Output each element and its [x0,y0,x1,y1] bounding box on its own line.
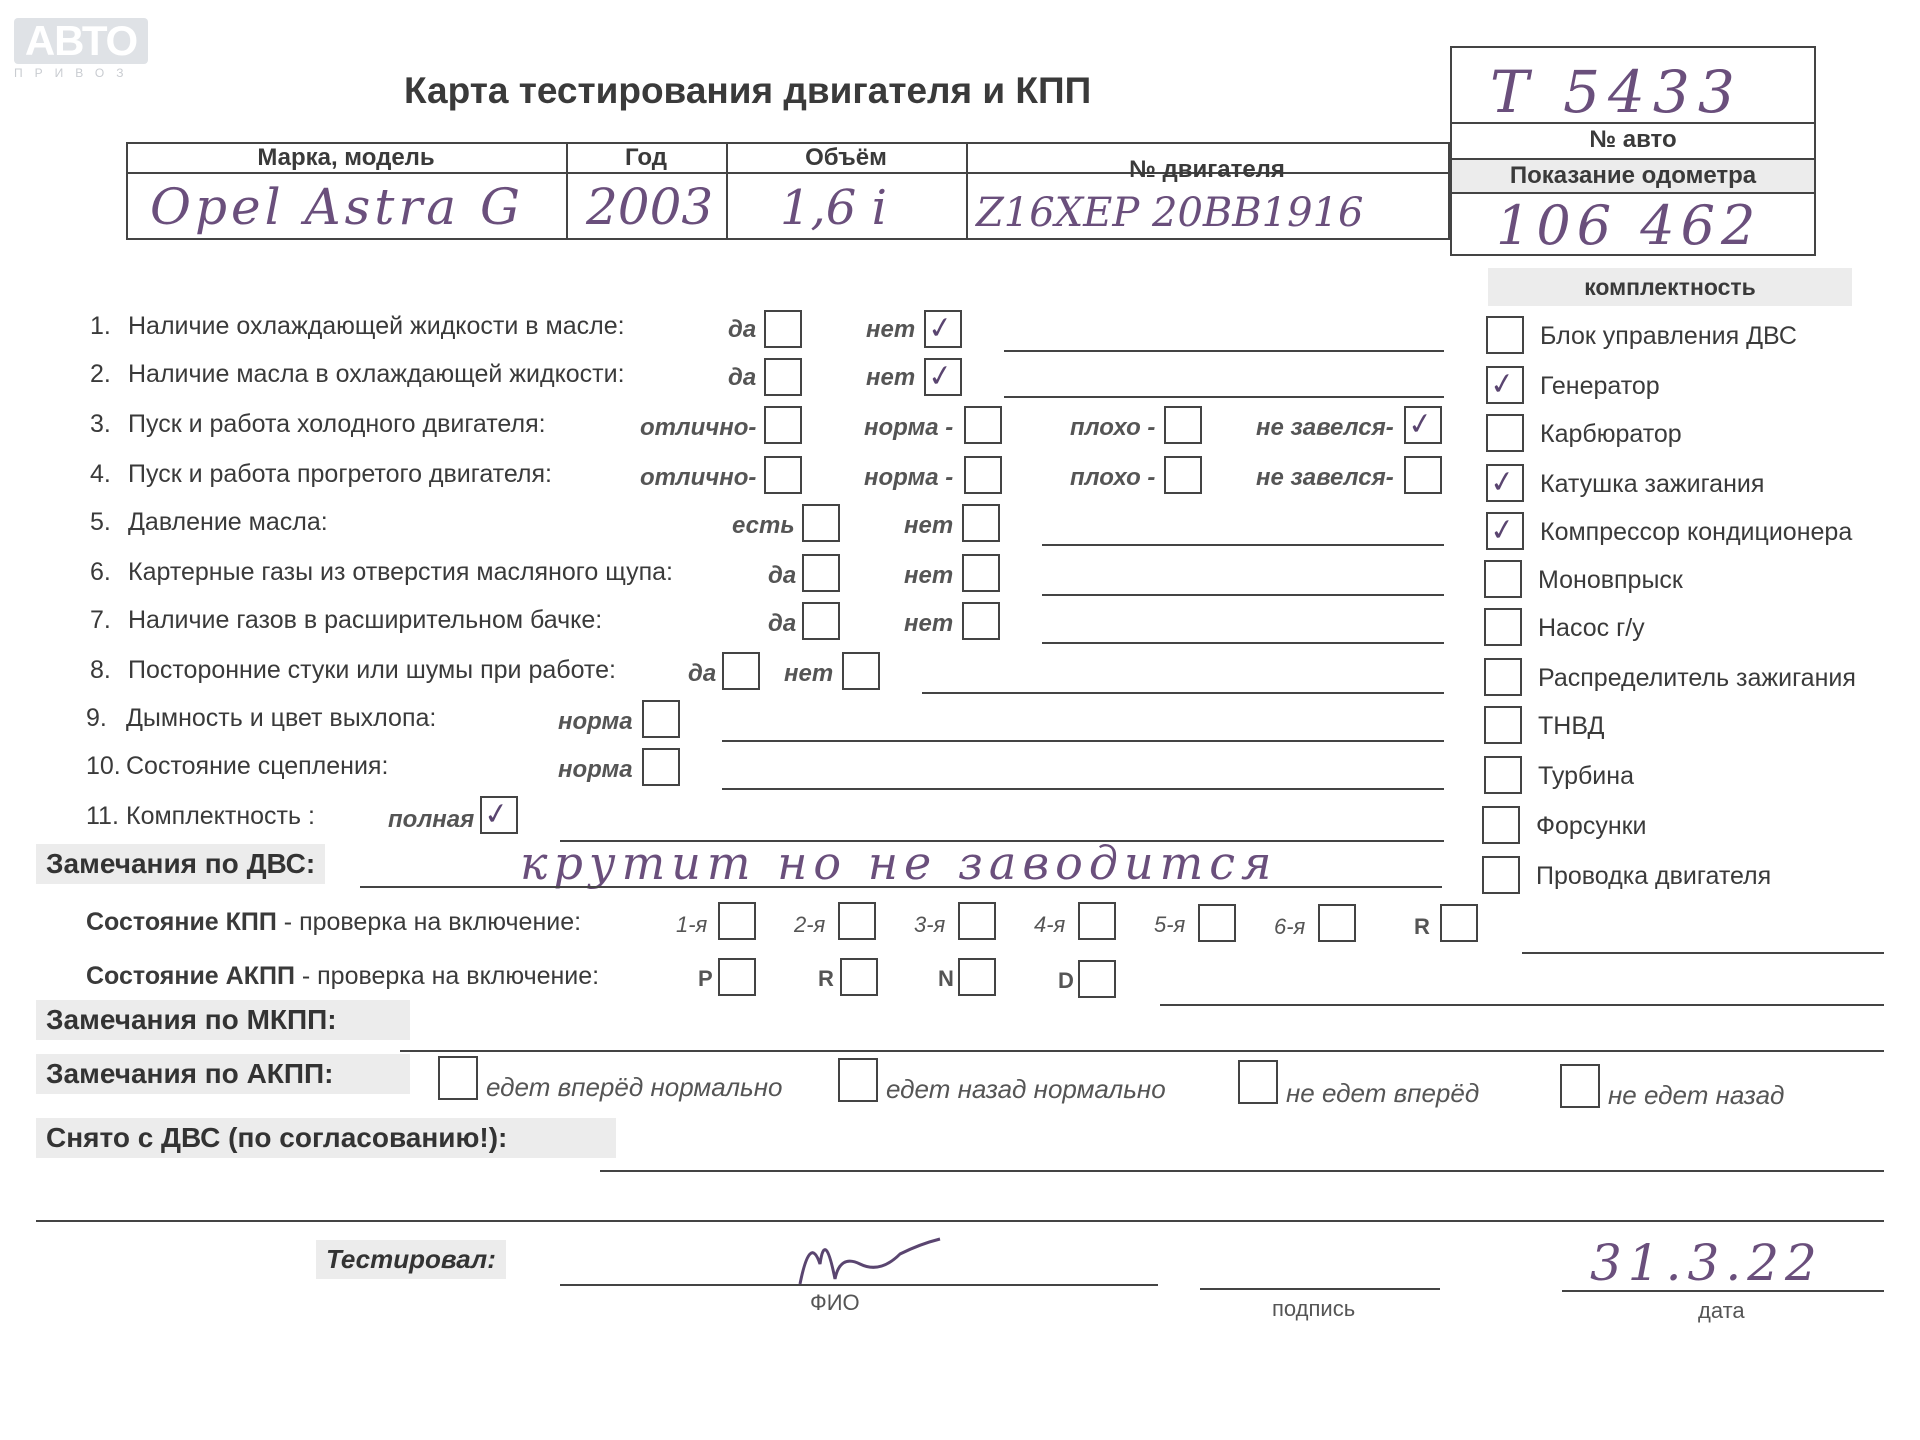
mode-label: R [818,966,834,991]
option-label: нет [904,562,954,589]
question-text: Наличие охлаждающей жидкости в масле: [128,312,625,340]
question-text: Давление масла: [128,508,328,536]
komplekt-item: Компрессор кондиционера [1540,518,1853,546]
checkbox[interactable] [718,958,756,996]
option-label: плохо - [1070,414,1156,441]
option-label: да [768,562,797,589]
option-label: нет [784,660,834,687]
notes-line [922,692,1444,694]
sign-label: подпись [1272,1296,1356,1321]
checkbox[interactable] [1486,366,1524,404]
checkbox[interactable] [802,504,840,542]
question-number: 9. [86,704,107,732]
checkbox[interactable] [764,310,802,348]
option-label: да [728,364,757,391]
checkbox[interactable] [1482,806,1520,844]
checkbox[interactable] [838,1058,878,1102]
komplekt-item: Моновпрыск [1538,566,1683,594]
checkbox[interactable] [802,554,840,592]
notes-line [1042,642,1444,644]
notes-line [1004,350,1444,352]
question-number: 2. [90,360,111,388]
removed-label: Снято с ДВС (по согласованию!): [36,1118,616,1158]
option-label: норма - [864,414,954,441]
kpp-notes-line [1522,952,1884,954]
engine-number-value: Z16XEP 20BB1916 [976,190,1364,236]
checkbox[interactable] [1238,1060,1278,1104]
date-label: дата [1698,1298,1745,1323]
komplekt-title: комплектность [1584,274,1756,300]
checkbox[interactable] [764,406,802,444]
komplekt-item: Распределитель зажигания [1538,664,1856,692]
gear-label: 3-я [914,912,946,937]
car-number-label: № авто [1589,126,1677,153]
question-number: 3. [90,410,111,438]
make-value: Opel Astra G [150,178,524,236]
year-label: Год [625,144,667,171]
check-mark-icon: ✓ [1487,511,1518,550]
checkbox[interactable] [1482,856,1520,894]
checkbox[interactable] [764,456,802,494]
option-label: плохо - [1070,464,1156,491]
logo-subtitle: ПРИВОЗ [14,66,136,80]
komplekt-item: Катушка зажигания [1540,470,1765,498]
option-label: да [728,316,757,343]
akpp-notes-line [1160,1004,1884,1006]
checkbox[interactable] [962,554,1000,592]
removed-line-2 [36,1220,1884,1222]
date-value: 31.3.22 [1590,1234,1823,1292]
komplekt-item: Турбина [1538,762,1634,790]
odometer-label: Показание одометра [1509,162,1757,189]
akpp-option: едет вперёд нормально [486,1072,783,1102]
checkbox[interactable] [642,700,680,738]
notes-line [722,788,1444,790]
question-text: Картерные газы из отверстия масляного щупа: [128,558,673,586]
checkbox[interactable] [1318,904,1356,942]
checkbox[interactable] [962,504,1000,542]
mode-label: D [1058,968,1074,993]
notes-line [722,740,1444,742]
engine-number-label: № двигателя [1129,156,1285,183]
checkbox[interactable] [924,358,962,396]
checkbox[interactable] [764,358,802,396]
checkbox[interactable] [642,748,680,786]
option-label: отлично- [640,414,757,441]
checkbox[interactable] [924,310,962,348]
option-label: норма [558,756,633,783]
checkbox[interactable] [958,958,996,996]
checkbox[interactable] [1484,706,1522,744]
odometer-value: 106 462 [1496,194,1762,257]
checkbox[interactable] [718,902,756,940]
option-label: да [688,660,717,687]
question-text: Наличие газов в расширительном бачке: [128,606,603,634]
question-text: Пуск и работа холодного двигателя: [128,410,546,438]
question-text: Дымность и цвет выхлопа: [126,704,437,732]
checkbox[interactable] [1078,960,1116,998]
gear-label: 6-я [1274,914,1306,939]
option-label: есть [732,512,795,539]
volume-label: Объём [805,144,887,171]
option-label: не завелся- [1256,464,1394,491]
option-label: полная [388,806,475,833]
question-number: 10. [86,752,121,780]
removed-line [600,1170,1884,1172]
checkbox[interactable] [964,406,1002,444]
checkbox[interactable] [722,652,760,690]
check-mark-icon: ✓ [1487,463,1518,502]
mode-label: N [938,966,954,991]
option-label: не завелся- [1256,414,1394,441]
kpp-row-label: Состояние КПП - проверка на включение: [86,908,582,936]
tested-label: Тестировал: [316,1240,506,1279]
akpp-option: не едет вперёд [1286,1078,1480,1108]
remarks-akpp-label: Замечания по АКПП: [36,1054,410,1094]
checkbox[interactable] [1486,414,1524,452]
checkbox[interactable] [964,456,1002,494]
question-number: 6. [90,558,111,586]
option-label: да [768,610,797,637]
question-number: 7. [90,606,111,634]
notes-line [1042,594,1444,596]
checkbox[interactable] [1078,902,1116,940]
komplekt-item: ТНВД [1538,712,1605,740]
checkbox[interactable] [842,652,880,690]
question-number: 8. [90,656,111,684]
checkbox[interactable] [1164,456,1202,494]
gear-label: 4-я [1034,912,1066,937]
komplekt-item: Насос г/у [1538,614,1645,642]
option-label: нет [866,316,916,343]
checkbox[interactable] [438,1056,478,1100]
komplekt-item: Форсунки [1536,812,1647,840]
remarks-dvs-value: крутит но не заводится [520,836,1278,890]
checkbox[interactable] [1164,406,1202,444]
year-value: 2003 [586,178,714,236]
checkbox[interactable] [480,796,518,834]
gear-label: 1-я [676,912,708,937]
fio-label: ФИО [810,1290,860,1315]
option-label: норма - [864,464,954,491]
make-label: Марка, модель [257,144,435,171]
checkbox[interactable] [1440,904,1478,942]
check-mark-icon: ✓ [481,795,512,834]
check-mark-icon: ✓ [925,357,956,396]
question-text: Пуск и работа прогретого двигателя: [128,460,552,488]
fio-line [560,1284,1158,1286]
option-label: нет [904,610,954,637]
checkbox[interactable] [840,958,878,996]
checkbox[interactable] [1198,904,1236,942]
gear-label: 5-я [1154,912,1186,937]
question-number: 11. [86,802,119,830]
notes-line [1042,544,1444,546]
sign-line [1200,1288,1440,1290]
komplekt-item: Генератор [1540,372,1660,400]
question-text: Посторонние стуки или шумы при работе: [128,656,616,684]
option-label: норма [558,708,633,735]
check-mark-icon: ✓ [925,309,956,348]
checkbox[interactable] [958,902,996,940]
question-number: 4. [90,460,111,488]
check-mark-icon: ✓ [1487,365,1518,404]
akpp-option: не едет назад [1608,1080,1785,1110]
checkbox[interactable] [838,902,876,940]
checkbox[interactable] [1484,560,1522,598]
notes-line [1004,396,1444,398]
checkbox[interactable] [1560,1064,1600,1108]
question-text: Наличие масла в охлаждающей жидкости: [128,360,625,388]
option-label: отлично- [640,464,757,491]
remarks-dvs-label: Замечания по ДВС: [36,844,325,884]
remarks-mkpp-label: Замечания по МКПП: [36,1000,410,1040]
komplekt-item: Проводка двигателя [1536,862,1772,890]
remarks-mkpp-line [400,1050,1884,1052]
gear-label: 2-я [794,912,826,937]
checkbox[interactable] [1484,756,1522,794]
checkbox[interactable] [1404,406,1442,444]
checkbox[interactable] [1484,658,1522,696]
mode-label: P [698,966,713,991]
akpp-option: едет назад нормально [886,1074,1166,1104]
gear-label: R [1414,914,1430,939]
komplekt-item: Карбюратор [1540,420,1682,448]
question-number: 5. [90,508,111,536]
question-text: Комплектность : [126,802,315,830]
checkbox[interactable] [802,602,840,640]
car-number-value: T 5433 [1490,58,1743,126]
volume-value: 1,6 i [780,180,887,236]
logo: АВТО [14,18,148,64]
akpp-row-label: Состояние АКПП - проверка на включение: [86,962,600,990]
option-label: нет [866,364,916,391]
check-mark-icon: ✓ [1405,405,1436,444]
question-text: Состояние сцепления: [126,752,389,780]
date-line [1562,1290,1884,1292]
checkbox[interactable] [1484,608,1522,646]
remarks-dvs-line [360,886,1442,888]
checkbox[interactable] [1404,456,1442,494]
option-label: нет [904,512,954,539]
checkbox[interactable] [1486,464,1524,502]
checkbox[interactable] [962,602,1000,640]
checkbox[interactable] [1486,316,1524,354]
checkbox[interactable] [1486,512,1524,550]
question-number: 1. [90,312,111,340]
page-title: Карта тестирования двигателя и КПП [404,70,1092,111]
komplekt-item: Блок управления ДВС [1540,322,1797,350]
